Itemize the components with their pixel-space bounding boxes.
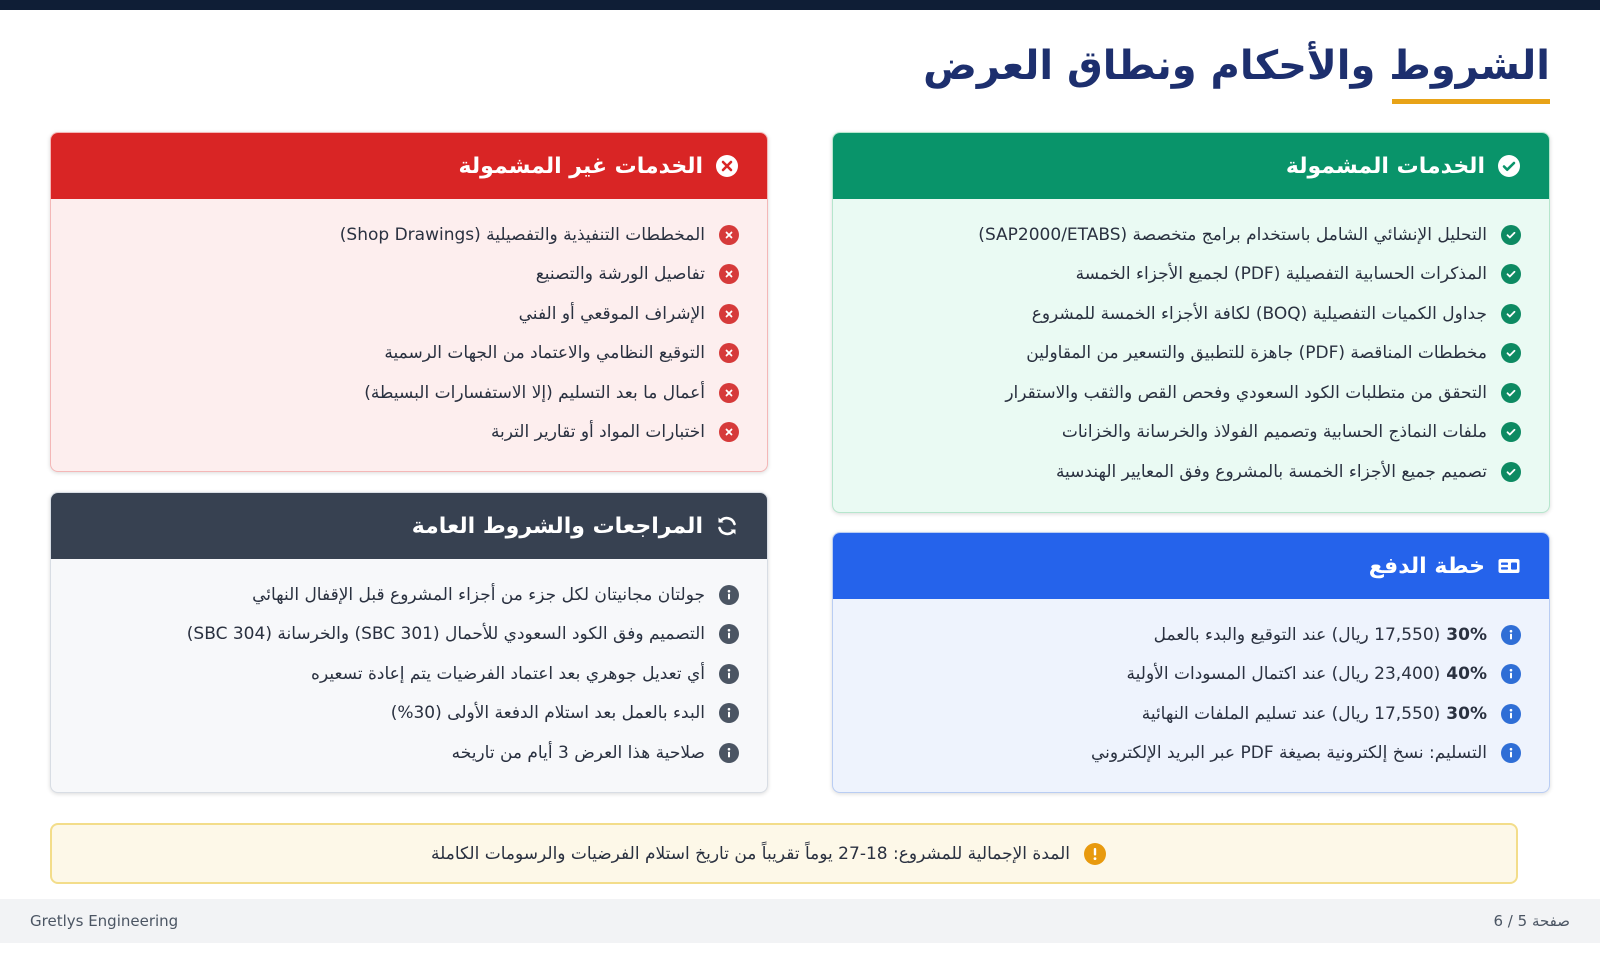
list-item: التسليم: نسخ إلكترونية بصيغة PDF عبر البريد الإلكتروني xyxy=(861,734,1521,774)
check-icon xyxy=(1501,264,1521,284)
list-item: المخططات التنفيذية والتفصيلية (Shop Drawings) xyxy=(79,215,739,255)
list-item: اختبارات المواد أو تقارير التربة xyxy=(79,413,739,453)
check-icon xyxy=(1501,225,1521,245)
page-title: الشروط والأحكام ونطاق العرض xyxy=(923,43,1550,89)
check-icon xyxy=(1501,462,1521,482)
payment-plan-list xyxy=(861,615,1521,773)
page-number: صفحة 5 / 6 xyxy=(1493,912,1570,930)
x-circle-icon xyxy=(715,154,739,178)
check-icon xyxy=(1501,304,1521,324)
list-item: تصميم جميع الأجزاء الخمسة بالمشروع وفق المعايير الهندسية xyxy=(861,452,1521,492)
revisions-terms-card xyxy=(50,492,768,793)
x-icon xyxy=(719,264,739,284)
top-bar xyxy=(0,0,1600,10)
x-icon xyxy=(719,343,739,363)
payment-plan-card xyxy=(832,532,1550,793)
list-item: أي تعديل جوهري بعد اعتماد الفرضيات يتم إعادة تسعيره xyxy=(79,654,739,694)
info-icon xyxy=(719,624,739,644)
excluded-services-title: الخدمات غير المشمولة xyxy=(458,153,703,179)
list-item: أعمال ما بعد التسليم (إلا الاستفسارات البسيطة) xyxy=(79,373,739,413)
info-icon xyxy=(1501,743,1521,763)
list-item: التحليل الإنشائي الشامل باستخدام برامج متخصصة (SAP2000/ETABS) xyxy=(861,215,1521,255)
list-item: التصميم وفق الكود السعودي للأحمال (SBC 301) والخرسانة (SBC 304) xyxy=(79,615,739,655)
company-name: Gretlys Engineering xyxy=(30,912,179,930)
list-item: ملفات النماذج الحسابية وتصميم الفولاذ والخرسانة والخزانات xyxy=(861,413,1521,453)
list-item: صلاحية هذا العرض 3 أيام من تاريخه xyxy=(79,733,739,773)
revisions-terms-title: المراجعات والشروط العامة xyxy=(411,513,703,539)
payment-plan-header xyxy=(833,533,1549,599)
info-icon xyxy=(1501,664,1521,684)
check-icon xyxy=(1501,422,1521,442)
check-icon xyxy=(1501,343,1521,363)
exclamation-icon xyxy=(1084,843,1106,865)
revisions-terms-list xyxy=(79,575,739,773)
info-icon xyxy=(1501,625,1521,645)
list-item: تفاصيل الورشة والتصنيع xyxy=(79,255,739,295)
info-icon xyxy=(1501,704,1521,724)
list-item: جداول الكميات التفصيلية (BOQ) لكافة الأجزاء الخمسة للمشروع xyxy=(861,294,1521,334)
list-item: 40% (23,400 ريال) عند اكتمال المسودات الأولية xyxy=(861,655,1521,695)
list-item: المذكرات الحسابية التفصيلية (PDF) لجميع الأجزاء الخمسة xyxy=(861,255,1521,295)
list-item: التحقق من متطلبات الكود السعودي وفحص القص والثقب والاستقرار xyxy=(861,373,1521,413)
included-services-header xyxy=(833,133,1549,199)
list-item: مخططات المناقصة (PDF) جاهزة للتطبيق والتسعير من المقاولين xyxy=(861,334,1521,374)
payment-percent: 40% xyxy=(1446,664,1487,685)
list-item: جولتان مجانيتان لكل جزء من أجزاء المشروع قبل الإقفال النهائي xyxy=(79,575,739,615)
list-item: البدء بالعمل بعد استلام الدفعة الأولى (30%) xyxy=(79,694,739,734)
included-services-list xyxy=(861,215,1521,492)
info-icon xyxy=(719,743,739,763)
payment-plan-title: خطة الدفع xyxy=(1368,553,1485,579)
info-icon xyxy=(719,585,739,605)
payment-percent: 30% xyxy=(1446,703,1487,724)
excluded-services-card xyxy=(50,132,768,472)
x-icon xyxy=(719,383,739,403)
revisions-terms-header xyxy=(51,493,767,559)
info-icon xyxy=(719,664,739,684)
list-item: التوقيع النظامي والاعتماد من الجهات الرسمية xyxy=(79,334,739,374)
x-icon xyxy=(719,225,739,245)
x-icon xyxy=(719,422,739,442)
list-item: 30% (17,550 ريال) عند التوقيع والبدء بالعمل xyxy=(861,615,1521,655)
duration-notice xyxy=(50,823,1518,884)
list-item: 30% (17,550 ريال) عند تسليم الملفات النهائية xyxy=(861,694,1521,734)
payment-percent: 30% xyxy=(1446,624,1487,645)
info-icon xyxy=(719,703,739,723)
list-item: الإشراف الموقعي أو الفني xyxy=(79,294,739,334)
refresh-icon xyxy=(715,514,739,538)
title-underline xyxy=(1392,99,1550,104)
included-services-title: الخدمات المشمولة xyxy=(1285,153,1485,179)
footer xyxy=(0,899,1600,943)
included-services-card xyxy=(832,132,1550,513)
duration-notice-text: المدة الإجمالية للمشروع: 18-27 يوماً تقريباً من تاريخ استلام الفرضيات والرسومات الكاملة xyxy=(430,843,1070,864)
x-icon xyxy=(719,304,739,324)
excluded-services-list xyxy=(79,215,739,452)
money-bill-icon xyxy=(1497,554,1521,578)
check-circle-icon xyxy=(1497,154,1521,178)
excluded-services-header xyxy=(51,133,767,199)
check-icon xyxy=(1501,383,1521,403)
